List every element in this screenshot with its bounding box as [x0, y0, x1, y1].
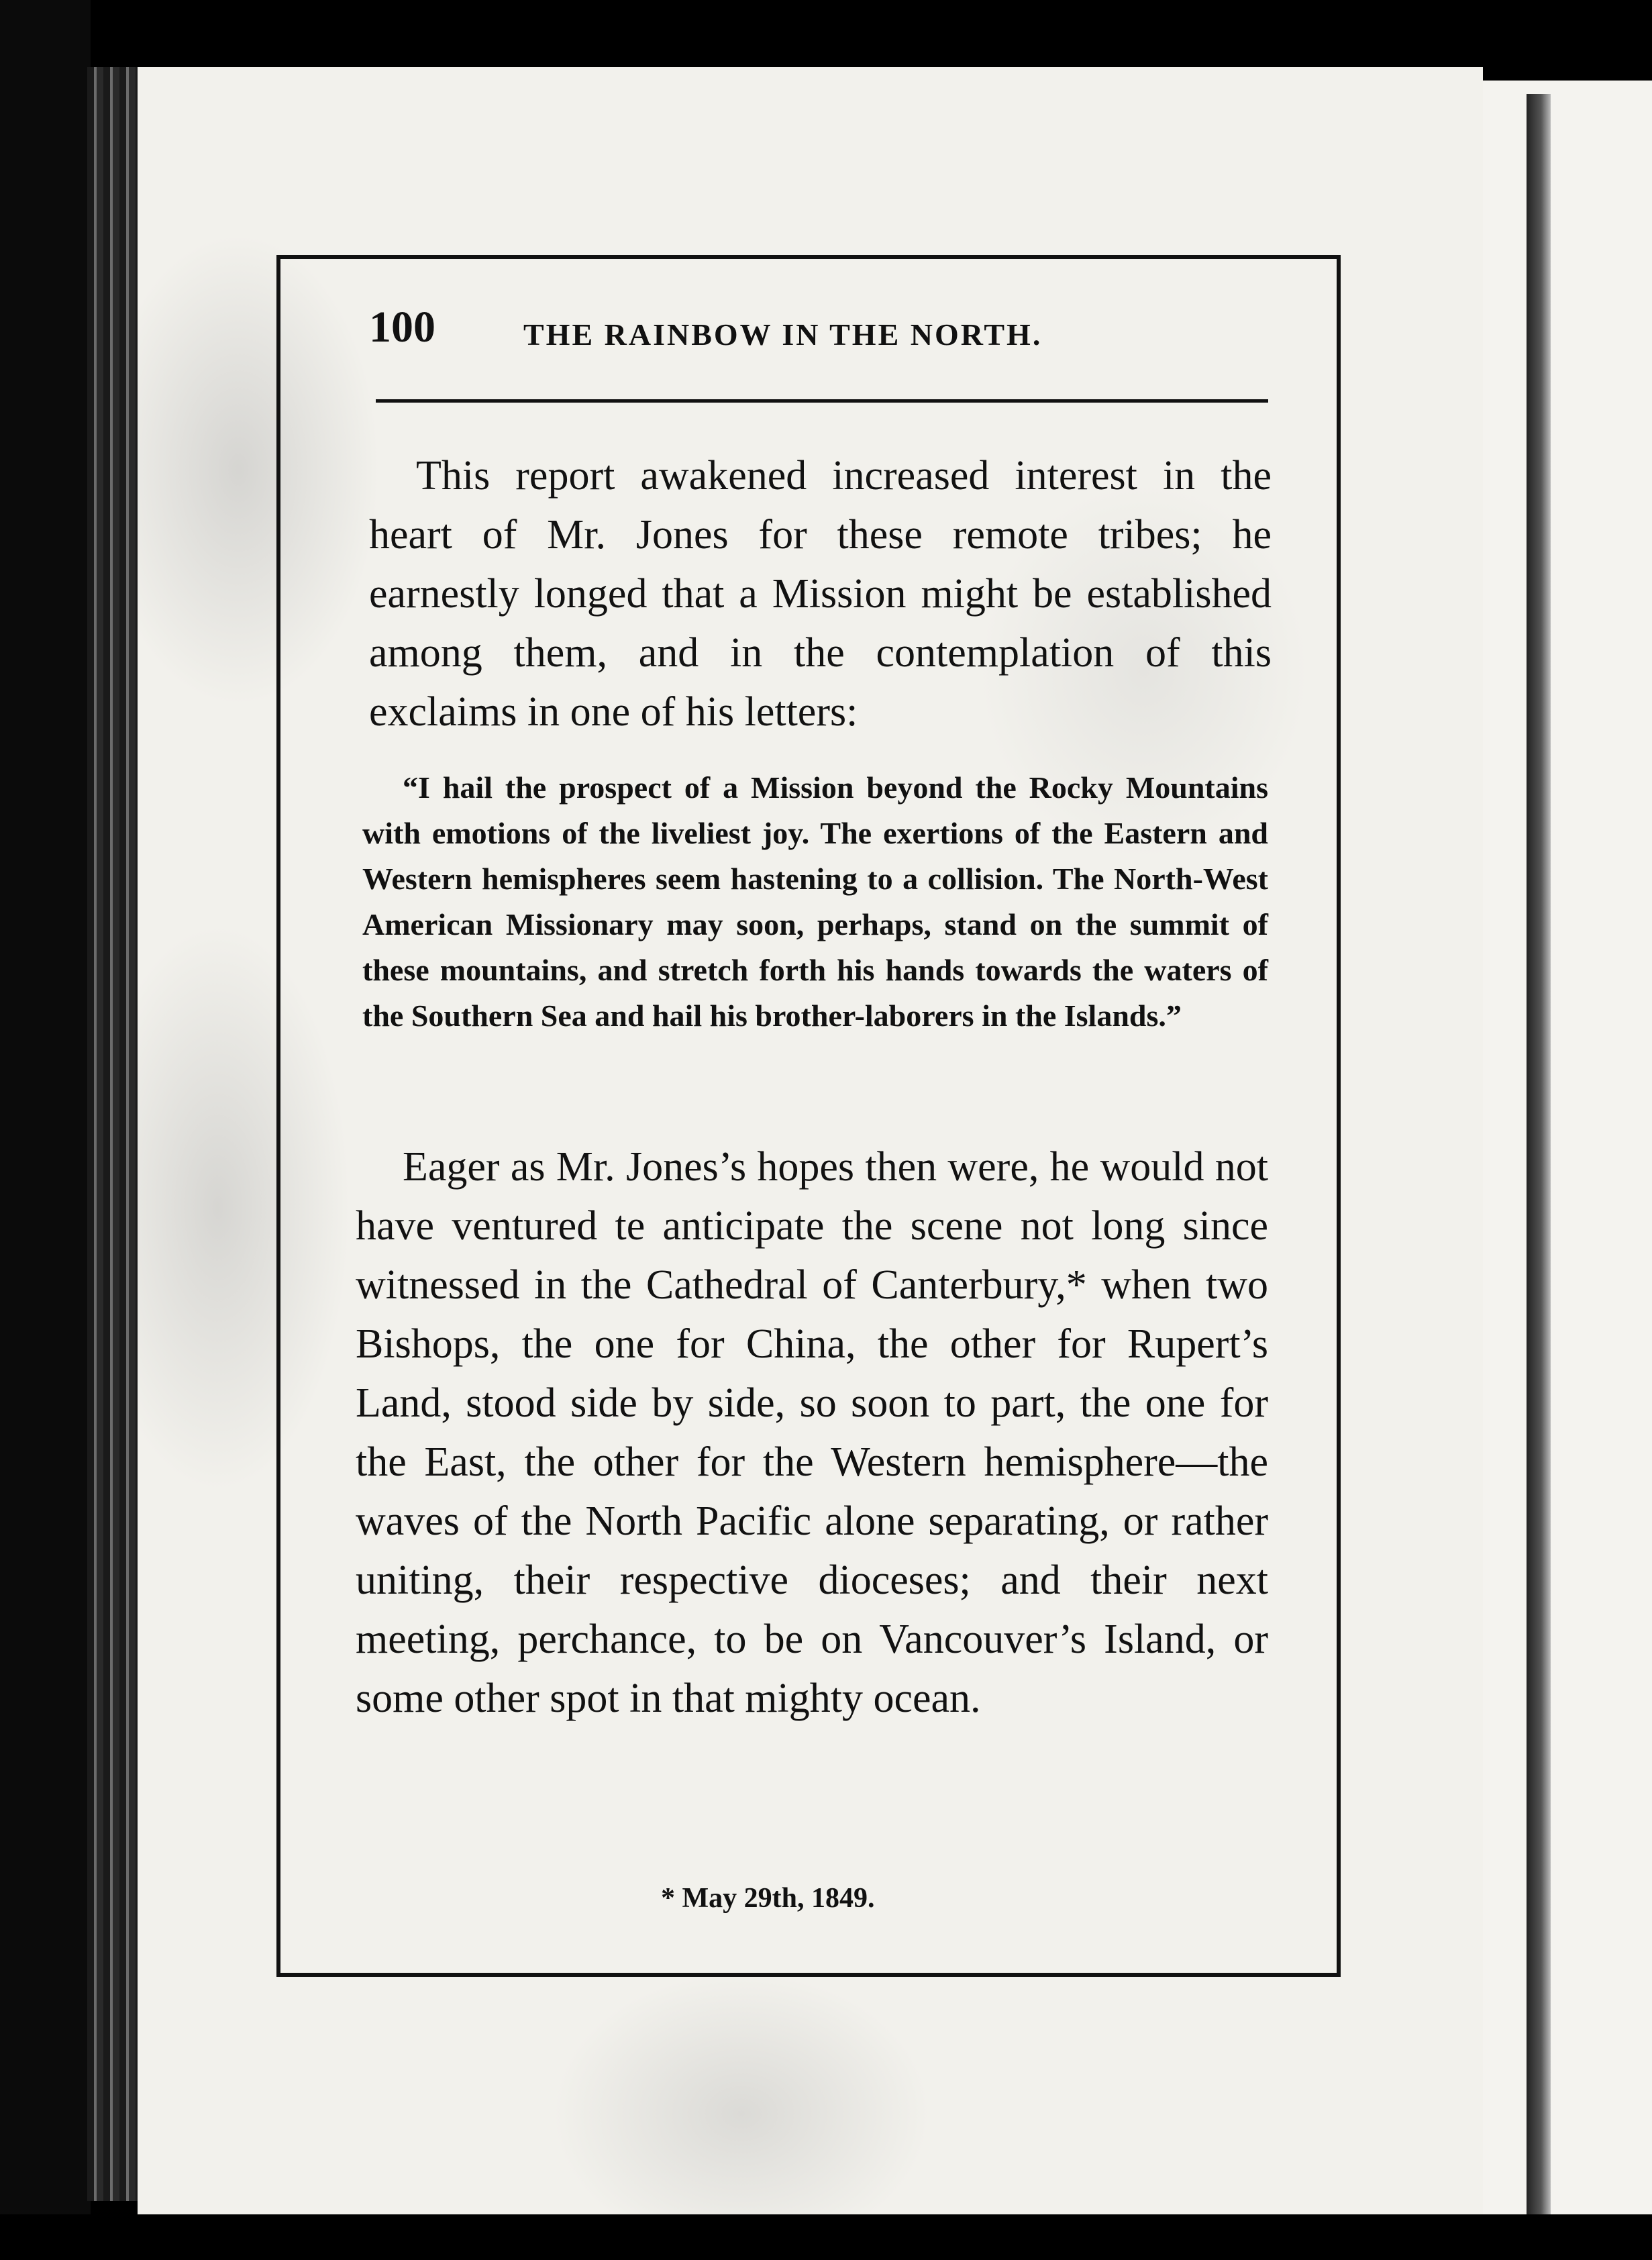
page-header — [369, 302, 1275, 356]
block-quote: “I hail the prospect of a Mission beyond the Rocky Mountains with emotions of the liveliest joy. The exertions of the Eastern and Western hemispheres seem hastening to a collision. The North-West American Missionary may soon, perhaps, stand on the summit of these mountains, and stretch forth his hands towards the waters of the Southern Sea and hail his brother-laborers in the Islands.” — [362, 770, 1268, 1033]
page-number: 100 — [369, 303, 435, 352]
page-gutter-shadow — [1527, 94, 1551, 2214]
body-paragraph-1: This report awakened increased interest in the heart of Mr. Jones for these remote tribes; he earnestly longed that a Mission might be established among them, and in the contemplation of this exclaims in one of his letters: — [369, 453, 1272, 735]
running-title: THE RAINBOW IN THE NORTH. — [523, 317, 1043, 352]
body-paragraph-2: Eager as Mr. Jones’s hopes then were, he would not have ventured te anticipate the scene not long since witnessed in the Cathedral of Canterbury,* when two Bishops, the one for China, the other for Rupert’s Land, stood side by side, so soon to part, the one for the East, the other for the Western hemisphere—the waves of the North Pacific alone separating, or rather uniting, their respective dioceses; and their next meeting, perchance, to be on Vancouver’s Island, or some other spot in that mighty ocean. — [356, 1144, 1268, 1721]
scan-top-border — [0, 0, 1652, 67]
scan-bottom-border — [0, 2214, 1652, 2260]
header-rule — [376, 399, 1268, 403]
scan-left-border — [0, 0, 91, 2260]
adjacent-page-edge — [1483, 81, 1652, 2260]
footnote: * May 29th, 1849. — [661, 1883, 875, 1914]
